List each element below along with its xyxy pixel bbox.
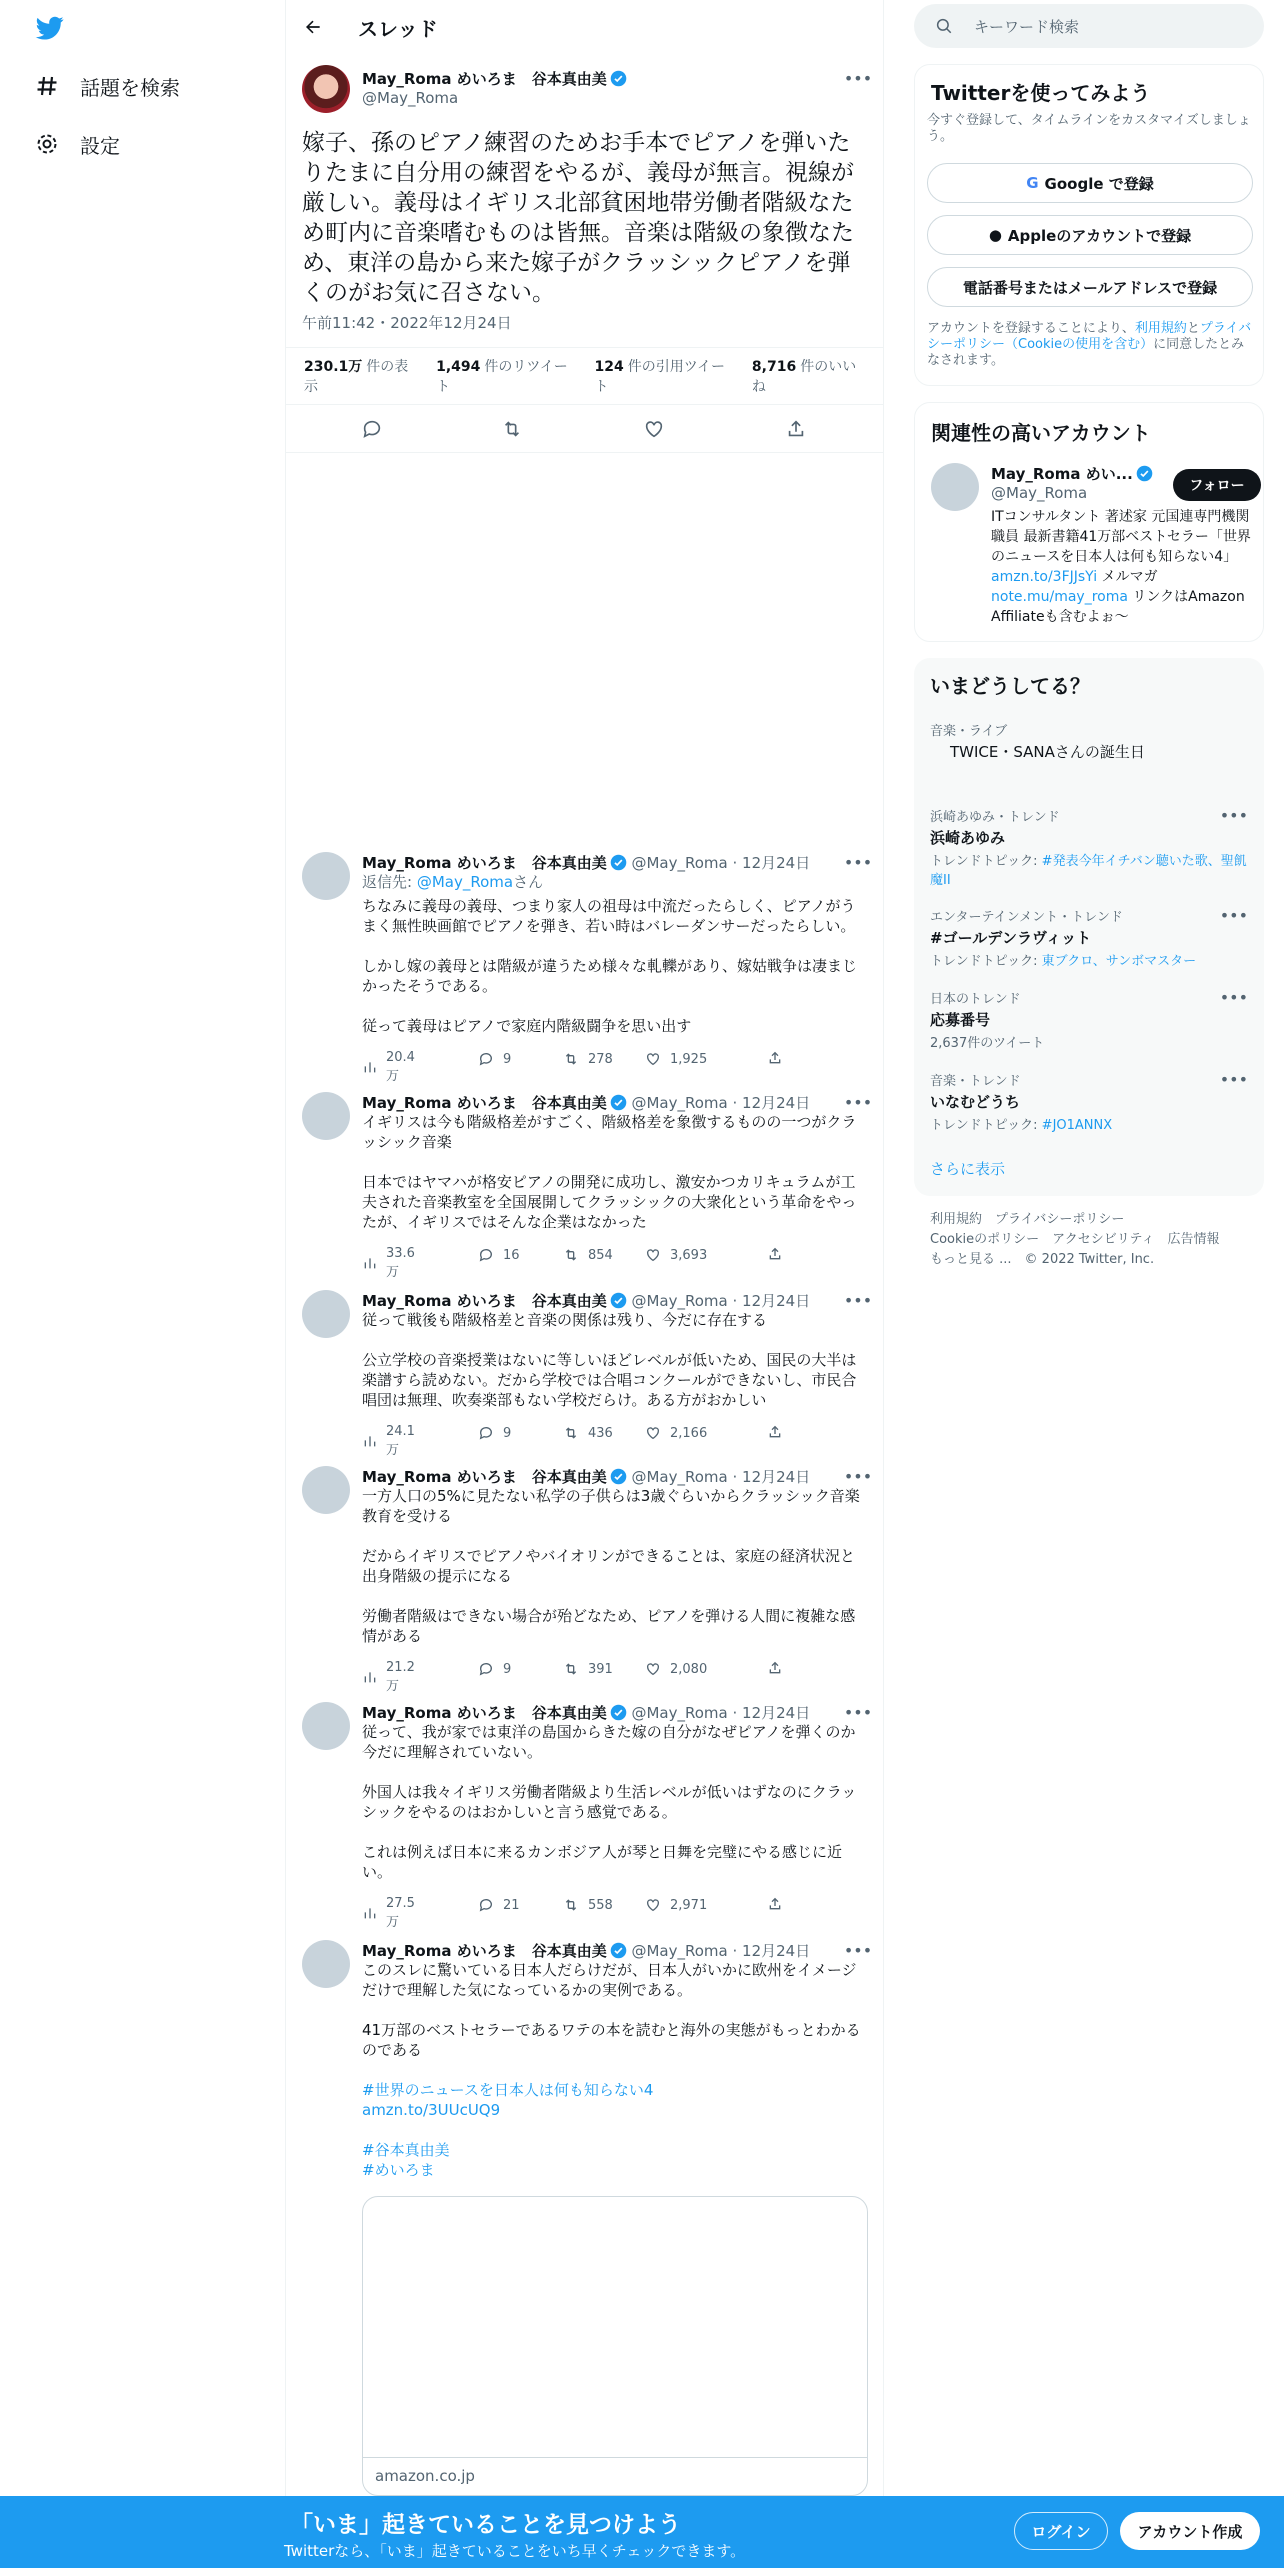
verified-badge-icon [610, 1468, 627, 1485]
like-icon[interactable] [642, 417, 666, 441]
retweet-icon [562, 1246, 580, 1264]
like-count[interactable]: 2,971 [644, 1896, 707, 1914]
trends-panel [914, 658, 1264, 1196]
show-more-link[interactable]: さらに表示 [930, 1160, 1006, 1178]
more-options-icon[interactable]: ••• [1219, 1070, 1248, 1089]
footer-links [930, 1210, 1250, 1270]
views-count[interactable]: 21.2万 [362, 1660, 417, 1694]
retweet-count[interactable]: 558 [562, 1896, 613, 1914]
retweet-icon [562, 1660, 580, 1678]
copyright: © 2022 Twitter, Inc. [1024, 1252, 1155, 1267]
more-options-icon[interactable]: ••• [843, 1940, 873, 1960]
avatar[interactable] [931, 463, 979, 511]
google-icon: G [1026, 174, 1039, 192]
gear-icon [34, 131, 60, 157]
more-options-icon[interactable]: ••• [843, 852, 873, 872]
verified-badge-icon [610, 1094, 627, 1111]
reply-header: May_Roma めいろま 谷本真由美 @May_Roma · 12月24日 [362, 1094, 811, 1112]
retweet-icon [562, 1424, 580, 1442]
search-icon [934, 16, 954, 36]
reply-text: イギリスは今も階級格差がすごく、階級格差を象徴するものの一つがクラッシック音楽 日本ではヤマハが格安ピアノの開発に成功し、激安かつカリキュラムが工夫された音楽教室を全国展開してクラッシックの大衆化という革命をやったが、イギリスではそんな企業はなかった [362, 1113, 857, 1231]
phone-signup-button[interactable]: 電話番号またはメールアドレスで登録 [927, 267, 1253, 307]
hashtag-icon [34, 73, 60, 99]
trends-title: いまどうしてる？ [930, 674, 1090, 698]
related-title: 関連性の高いアカウント [931, 421, 1151, 445]
reply-date[interactable]: 12月24日 [742, 854, 811, 872]
avatar[interactable] [302, 65, 350, 113]
analytics-icon [362, 1058, 378, 1076]
more-options-icon[interactable]: ••• [843, 1092, 873, 1112]
views-count[interactable]: 24.1万 [362, 1424, 417, 1458]
analytics-icon [362, 1432, 378, 1450]
nav-explore-label: 話題を検索 [80, 75, 180, 100]
bottom-subtitle: Twitterなら、「いま」起きていることをいち早くチェックできます。 [284, 2542, 746, 2560]
share-icon[interactable] [767, 1660, 783, 1676]
reply-to-line: 返信先: @May_Romaさん [362, 873, 544, 891]
reply-count[interactable]: 9 [477, 1660, 511, 1678]
avatar[interactable] [302, 1290, 350, 1338]
like-count[interactable]: 1,925 [644, 1050, 707, 1068]
like-icon [644, 1050, 662, 1068]
card-domain: amazon.co.jp [375, 2467, 475, 2485]
page-title: スレッド [358, 17, 438, 41]
avatar[interactable] [302, 1702, 350, 1750]
analytics-icon [362, 1904, 378, 1922]
like-icon [644, 1246, 662, 1264]
bio-link[interactable]: amzn.to/3FJJsYi [991, 569, 1098, 585]
more-options-icon[interactable]: ••• [843, 1466, 873, 1486]
verified-badge-icon [610, 1942, 627, 1959]
reply-date[interactable]: 12月24日 [742, 1704, 811, 1722]
reply-links [362, 2080, 862, 2180]
verified-badge-icon [1136, 465, 1153, 482]
main-tweet-author[interactable] [362, 68, 627, 107]
back-arrow-icon[interactable] [300, 14, 326, 40]
avatar[interactable] [302, 1466, 350, 1514]
reply-icon [477, 1246, 495, 1264]
views-count[interactable]: 27.5万 [362, 1896, 417, 1930]
reply-icon [477, 1896, 495, 1914]
footer-link[interactable]: 広告情報 [1167, 1232, 1220, 1247]
more-options-icon[interactable]: ••• [843, 1290, 873, 1310]
author-name: May_Roma めいろま 谷本真由美 [362, 70, 607, 88]
footer-link[interactable]: アクセシビリティ [1052, 1232, 1155, 1247]
avatar[interactable] [302, 1940, 350, 1988]
retweet-count[interactable]: 391 [562, 1660, 613, 1678]
thread-column [286, 0, 884, 2568]
trend-item[interactable]: エンターテインメント・トレンド #ゴールデンラヴィット トレンドトピック: 東ブクロ、サンボマスター ••• [930, 906, 1248, 969]
reply-icon[interactable] [360, 417, 384, 441]
nav-settings[interactable] [34, 124, 120, 164]
terms-link[interactable]: 利用規約 [1134, 321, 1187, 336]
twitter-logo-icon[interactable] [34, 14, 66, 42]
apple-icon: ● [988, 226, 1002, 244]
like-count[interactable]: 2,166 [644, 1424, 707, 1442]
reply-icon [477, 1660, 495, 1678]
share-icon[interactable] [767, 1246, 783, 1262]
like-icon [644, 1896, 662, 1914]
reply-date[interactable]: 12月24日 [742, 1094, 811, 1112]
verified-badge-icon [610, 1704, 627, 1721]
footer-link[interactable]: もっと見る ... [930, 1252, 1012, 1267]
reply-header: May_Roma めいろま 谷本真由美 @May_Roma · 12月24日 [362, 854, 811, 872]
related-bio: ITコンサルタント 著述家 元国連専門機関職員 最新書籍41万部ベストセラー「世界のニュースを日本人は何も知らない4」amzn.to/3FJJsYi メルマガ note.mu/may_roma リンクはAmazon Affiliateも含むよぉ〜 [991, 509, 1251, 625]
login-button[interactable]: ログイン [1014, 2512, 1108, 2550]
reply-text: 従って戦後も階級格差と音楽の関係は残り、今だに存在する 公立学校の音楽授業はないに等しいほどレベルが低いため、国民の大半は楽譜すら読めない。だから学校では合唱コンクールができないし、市民合唱団は無理、吹奏楽部もない学校だらけ。ある方がおかしい [362, 1311, 857, 1409]
reply-icon [477, 1050, 495, 1068]
retweet-icon[interactable] [500, 417, 524, 441]
main-tweet-text: 嫁子、孫のピアノ練習のためお手本でピアノを弾いたりたまに自分用の練習をやるが、義母が無言。視線が厳しい。義母はイギリス北部貧困地帯労働者階級なため町内に音楽嗜むものは皆無。音楽は階級の象徴なため、東洋の島から来た嫁子がクラッシックピアノを弾くのがお気に召さない。 [302, 130, 854, 306]
like-icon [644, 1424, 662, 1442]
footer-link[interactable]: プライバシーポリシー [995, 1212, 1125, 1227]
share-icon[interactable] [767, 1050, 783, 1066]
retweets-stat[interactable]: 1,494 件のリツイート [436, 359, 568, 395]
more-options-icon[interactable]: ••• [843, 1702, 873, 1722]
hashtag-link[interactable]: #谷本真由美 [362, 2141, 450, 2159]
more-options-icon[interactable]: ••• [1219, 988, 1248, 1007]
tweet-stats [286, 347, 884, 405]
signup-title: Twitterを使ってみよう [931, 81, 1151, 105]
retweet-count[interactable]: 278 [562, 1050, 613, 1068]
search-input[interactable] [914, 4, 1264, 48]
retweet-icon [562, 1050, 580, 1068]
reply-count[interactable]: 9 [477, 1050, 511, 1068]
author-handle: @May_Roma [362, 89, 459, 107]
nav-explore[interactable] [34, 66, 180, 106]
bottom-signup-bar [0, 2496, 1284, 2568]
signup-button[interactable]: アカウント作成 [1120, 2512, 1260, 2550]
hashtag-link[interactable]: #世界のニュースを日本人は何も知らない4 [362, 2081, 654, 2099]
footer-link[interactable]: Cookieのポリシー [930, 1232, 1040, 1247]
reply-count[interactable]: 9 [477, 1424, 511, 1442]
privacy-link[interactable]: プライバシーポリシー（Cookieの使用を含む） [927, 321, 1252, 352]
share-icon[interactable] [767, 1896, 783, 1912]
analytics-icon [362, 1254, 378, 1272]
reply-header: May_Roma めいろま 谷本真由美 @May_Roma · 12月24日 [362, 1468, 811, 1486]
reply-date[interactable]: 12月24日 [742, 1942, 811, 1960]
reply-text: 一方人口の5%に見たない私学の子供らは3歳ぐらいからクラッシック音楽教育を受ける だからイギリスでピアノやバイオリンができることは、家庭の経済状況と出身階級の提示になる 労働者階級はできない場合が殆どなため、ピアノを弾ける人間に複雑な感情がある [362, 1487, 860, 1645]
reply-icon [477, 1424, 495, 1442]
avatar[interactable] [302, 852, 350, 900]
reply-date[interactable]: 12月24日 [742, 1468, 811, 1486]
main-tweet-actions [286, 405, 884, 453]
tweet-timestamp[interactable]: 午前11:42・2022年12月24日 [302, 314, 512, 332]
verified-badge-icon [610, 1292, 627, 1309]
related-account[interactable]: May_Roma めい... @May_Roma [991, 463, 1153, 502]
nav-settings-label: 設定 [80, 133, 120, 158]
right-sidebar [884, 0, 1284, 2568]
related-accounts-panel [914, 402, 1264, 642]
hashtag-link[interactable]: #めいろま [362, 2161, 435, 2179]
trend-item[interactable]: 浜崎あゆみ・トレンド 浜崎あゆみ トレンドトピック: #発表今年イチバン聴いた歌、聖飢魔II ••• [930, 806, 1248, 888]
left-nav [0, 0, 286, 2568]
signup-subtitle: 今すぐ登録して、タイムラインをカスタマイズしましょう。 [927, 113, 1251, 144]
reply-to-link[interactable]: @May_Roma [416, 873, 514, 891]
share-icon[interactable] [767, 1424, 783, 1440]
reply-count[interactable]: 16 [477, 1246, 520, 1264]
retweet-icon [562, 1896, 580, 1914]
reply-date[interactable]: 12月24日 [742, 1292, 811, 1310]
retweet-count[interactable]: 854 [562, 1246, 613, 1264]
bottom-title: 「いま」起きていることを見つけよう [290, 2512, 681, 2538]
thread-header [286, 0, 884, 53]
reply-header: May_Roma めいろま 谷本真由美 @May_Roma · 12月24日 [362, 1704, 811, 1722]
apple-signup-button[interactable]: ● Appleのアカウントで登録 [927, 215, 1253, 255]
signup-panel [914, 64, 1264, 386]
search-placeholder: キーワード検索 [974, 17, 1080, 36]
quotes-stat[interactable]: 124 件の引用ツイート [594, 359, 726, 395]
trend-item[interactable]: 音楽・トレンド いなむどうち トレンドトピック: #JO1ANNX ••• [930, 1070, 1248, 1133]
like-icon [644, 1660, 662, 1678]
verified-badge-icon [610, 854, 627, 871]
like-count[interactable]: 3,693 [644, 1246, 707, 1264]
amazon-link[interactable]: amzn.to/3UUcUQ9 [362, 2101, 501, 2119]
views-stat: 230.1万 件の表示 [304, 359, 409, 395]
reply-text: ちなみに義母の義母、つまり家人の祖母は中流だったらしく、ピアノがうまく無性映画館でピアノを弾き、若い時はバレーダンサーだったらしい。 しかし嫁の義母とは階級が違うため様々な軋轢があり、嫁姑戦争は凄まじかったそうである。 従って義母はピアノで家庭内階級闘争を思い出す [362, 897, 858, 1035]
more-options-icon[interactable]: ••• [843, 68, 873, 88]
reply-header: May_Roma めいろま 谷本真由美 @May_Roma · 12月24日 [362, 1292, 811, 1310]
trend-item[interactable]: 音楽・ライブ TWICE・SANAさんの誕生日 [930, 724, 1145, 761]
bio-link[interactable]: note.mu/may_roma [991, 589, 1128, 605]
trend-item[interactable]: 日本のトレンド 応募番号 2,637件のツイート ••• [930, 988, 1248, 1051]
google-signup-button[interactable]: G Google で登録 [927, 163, 1253, 203]
reply-count[interactable]: 21 [477, 1896, 520, 1914]
analytics-icon [362, 1668, 378, 1686]
more-options-icon[interactable]: ••• [1219, 906, 1248, 925]
follow-button[interactable]: フォロー [1173, 469, 1261, 501]
share-icon[interactable] [784, 417, 808, 441]
views-count[interactable]: 33.6万 [362, 1246, 417, 1280]
views-count[interactable]: 20.4万 [362, 1050, 417, 1084]
link-preview-card[interactable] [362, 2196, 868, 2496]
reply-header: May_Roma めいろま 谷本真由美 @May_Roma · 12月24日 [362, 1942, 811, 1960]
verified-badge-icon [610, 70, 627, 87]
reply-text: このスレに驚いている日本人だらけだが、日本人がいかに欧州をイメージだけで理解した気になっているかの実例である。 41万部のベストセラーであるワテの本を読むと海外の実態がもっとわかるのである [362, 1961, 861, 2059]
reply-text: 従って、我が家では東洋の島国からきた嫁の自分がなぜピアノを弾くのか今だに理解されていない。 外国人は我々イギリス労働者階級より生活レベルが低いはずなのにクラッシックをやるのはおかしいと言う感覚である。 これは例えば日本に来るカンボジア人が琴と日舞を完璧にやる感じに近い。 [362, 1723, 857, 1881]
footer-link[interactable]: 利用規約 [930, 1212, 983, 1227]
avatar[interactable] [302, 1092, 350, 1140]
like-count[interactable]: 2,080 [644, 1660, 707, 1678]
signup-legal: アカウントを登録することにより、利用規約とプライバシーポリシー（Cookieの使用を含む）に同意したとみなされます。 [927, 321, 1252, 368]
likes-stat[interactable]: 8,716 件のいいね [751, 359, 857, 395]
retweet-count[interactable]: 436 [562, 1424, 613, 1442]
more-options-icon[interactable]: ••• [1219, 806, 1248, 825]
